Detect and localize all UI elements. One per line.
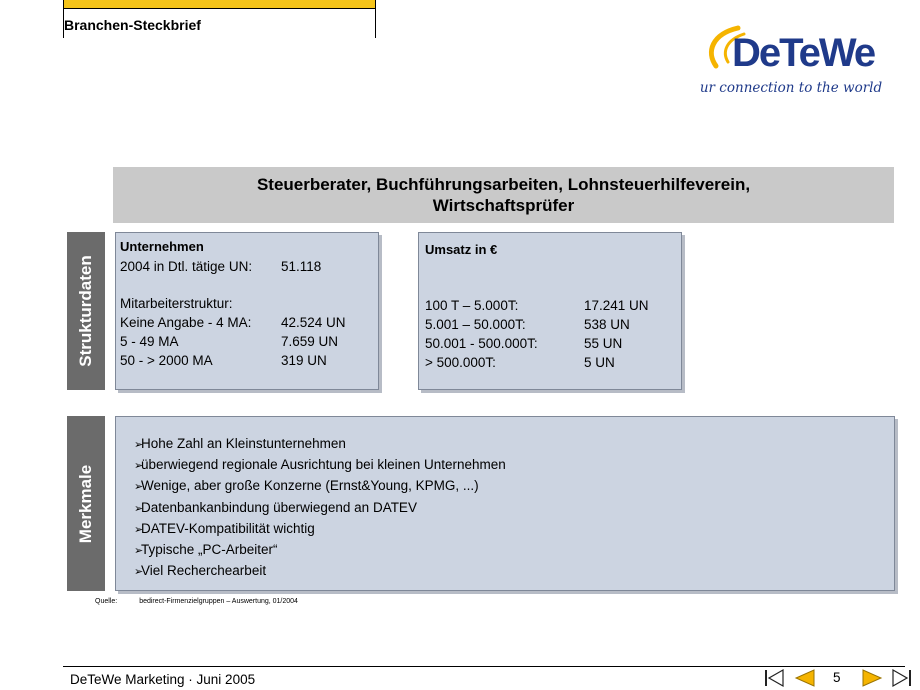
merkmale-item-text: Datenbankanbindung überwiegend an DATEV <box>141 499 417 515</box>
section-label-merkmale-text: Merkmale <box>76 464 95 543</box>
svg-text:DeTeWe: DeTeWe <box>732 31 875 75</box>
previous-page-icon[interactable] <box>792 667 817 689</box>
merkmale-list <box>134 434 506 582</box>
industry-title-line1: Steuerberater, Buchführungsarbeiten, Lohnsteuerhilfeverein, <box>256 175 751 194</box>
first-page-icon[interactable] <box>763 667 788 689</box>
umsatz-row-label: 50.001 - 500.000T: <box>425 336 538 351</box>
mitarbeiter-row <box>120 315 346 330</box>
merkmale-item-text: Typische „PC-Arbeiter“ <box>141 542 278 558</box>
industry-title-line2: Wirtschaftsprüfer <box>432 196 575 215</box>
mitarbeiter-row-value: 319 UN <box>281 353 327 368</box>
mitarbeiter-row-label: 5 - 49 MA <box>120 334 179 349</box>
umsatz-row <box>425 336 623 351</box>
industry-title <box>113 174 894 216</box>
detewe-logo <box>700 22 900 102</box>
unternehmen-title: Unternehmen <box>120 239 204 254</box>
merkmale-item <box>134 540 506 561</box>
svg-text:Your connection to the world: Your connection to the world <box>700 80 883 96</box>
merkmale-item-text: Hohe Zahl an Kleinstunternehmen <box>141 436 346 451</box>
umsatz-row-value: 17.241 UN <box>584 298 649 313</box>
merkmale-item <box>134 561 506 582</box>
unternehmen-row-total-value: 51.118 <box>281 259 322 274</box>
umsatz-row-value: 538 UN <box>584 317 630 332</box>
last-page-icon[interactable] <box>889 667 914 689</box>
merkmale-item <box>134 476 506 497</box>
unternehmen-row-total <box>120 259 322 274</box>
umsatz-row <box>425 317 630 332</box>
industry-title-box <box>113 167 894 223</box>
umsatz-row-value: 5 UN <box>584 355 615 370</box>
section-label-strukturdaten <box>67 232 105 390</box>
header-tab-label: Branchen-Steckbrief <box>64 17 201 33</box>
umsatz-row-label: 100 T – 5.000T: <box>425 298 519 313</box>
arrow-bullet-icon: ➢ <box>134 523 144 536</box>
arrow-bullet-icon: ➢ <box>134 502 144 515</box>
arrow-bullet-icon: ➢ <box>134 545 144 558</box>
merkmale-item <box>134 498 506 519</box>
merkmale-panel <box>115 416 895 591</box>
merkmale-item-text: Viel Recherchearbeit <box>141 563 267 579</box>
umsatz-row <box>425 298 649 313</box>
page-number: 5 <box>833 670 841 685</box>
mitarbeiterstruktur-heading: Mitarbeiterstruktur: <box>120 296 233 311</box>
footer-text: DeTeWe Marketing · Juni 2005 <box>70 672 256 687</box>
mitarbeiter-row-label: Keine Angabe - 4 MA: <box>120 315 252 330</box>
merkmale-item-text: DATEV-Kompatibilität wichtig <box>141 520 315 536</box>
source-note <box>95 598 298 605</box>
next-page-icon[interactable] <box>860 667 885 689</box>
unternehmen-row-total-label: 2004 in Dtl. tätige UN: <box>120 259 253 274</box>
header-tab <box>63 0 376 38</box>
mitarbeiter-row-value: 42.524 UN <box>281 315 346 330</box>
source-value: bedirect-Firmenzielgruppen – Auswertung, 01/2004 <box>139 598 298 605</box>
merkmale-item <box>134 455 506 476</box>
arrow-bullet-icon: ➢ <box>134 481 144 494</box>
section-label-merkmale <box>67 416 105 591</box>
merkmale-item <box>134 434 506 455</box>
arrow-bullet-icon: ➢ <box>134 566 144 579</box>
mitarbeiter-row <box>120 353 327 368</box>
arrow-bullet-icon: ➢ <box>134 439 144 451</box>
section-label-strukturdaten-text: Strukturdaten <box>76 255 95 367</box>
umsatz-row-label: > 500.000T: <box>425 355 496 370</box>
mitarbeiter-row-label: 50 - > 2000 MA <box>120 353 213 368</box>
umsatz-panel <box>418 232 682 390</box>
source-label: Quelle: <box>95 598 118 605</box>
mitarbeiter-row <box>120 334 339 349</box>
arrow-bullet-icon: ➢ <box>134 460 144 473</box>
umsatz-row-value: 55 UN <box>584 336 623 351</box>
unternehmen-panel <box>115 232 379 390</box>
umsatz-row-label: 5.001 – 50.000T: <box>425 317 526 332</box>
header-tab-bar <box>64 0 375 9</box>
merkmale-item-text: überwiegend regionale Ausrichtung bei kleinen Unternehmen <box>141 457 506 473</box>
mitarbeiter-row-value: 7.659 UN <box>281 334 339 349</box>
merkmale-item <box>134 519 506 540</box>
umsatz-row <box>425 355 615 370</box>
umsatz-title: Umsatz in € <box>425 242 498 257</box>
merkmale-item-text: Wenige, aber große Konzerne (Ernst&Young, KPMG, ...) <box>141 478 479 494</box>
